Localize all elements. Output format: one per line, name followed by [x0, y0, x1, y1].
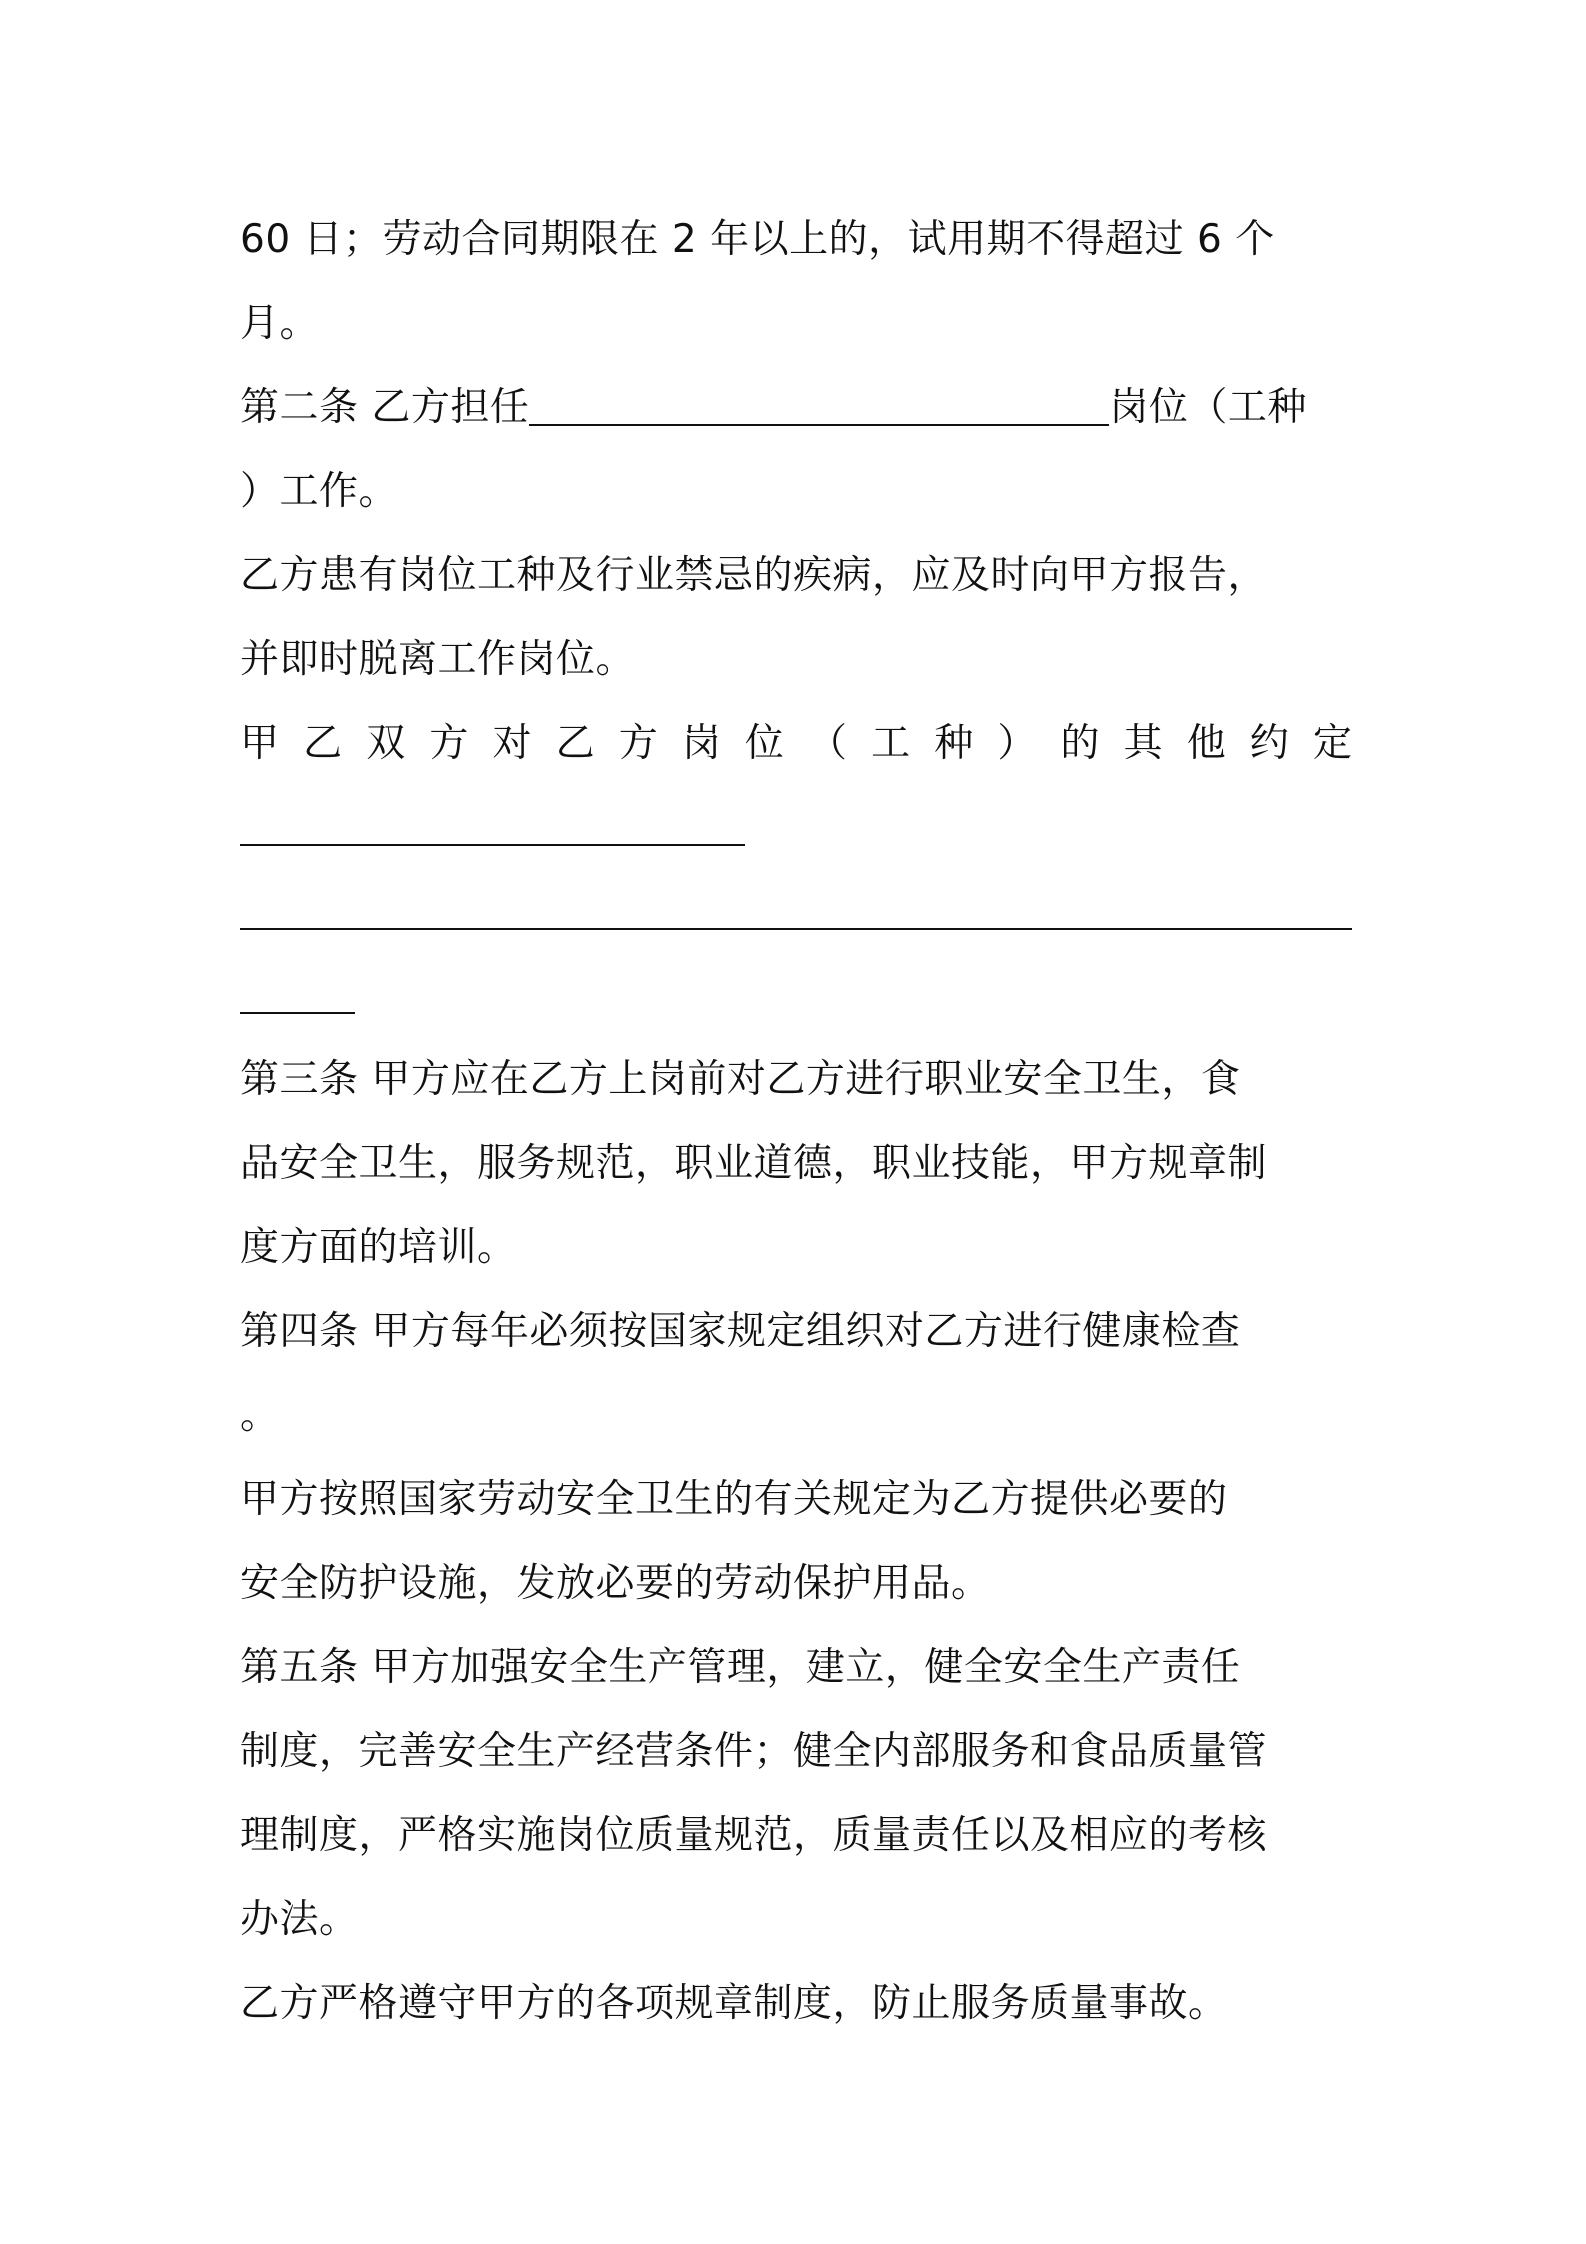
text-line-11: 第三条 甲方应在乙方上岗前对乙方进行职业安全卫生，食 — [240, 1057, 1241, 1102]
text-line-13: 度方面的培训。 — [240, 1225, 517, 1270]
blank-line-1 — [240, 786, 1356, 870]
text-line-19: 制度，完善安全生产经营条件；健全内部服务和食品质量管 — [240, 1729, 1268, 1774]
text-line-4: ）工作。 — [240, 469, 399, 514]
text-line-15: 。 — [240, 1393, 280, 1438]
other-agreement-heading: 甲乙双方对乙方岗位（工种）的其他约定 — [240, 721, 1356, 766]
other-agreement-blank-1[interactable] — [240, 843, 745, 846]
article-2-prefix: 第二条 乙方担任 — [240, 385, 530, 430]
document-page — [240, 198, 1356, 2046]
text-line-22: 乙方严格遵守甲方的各项规章制度，防止服务质量事故。 — [240, 1981, 1228, 2026]
blank-line-2 — [240, 870, 1356, 954]
text-line-5: 乙方患有岗位工种及行业禁忌的疾病，应及时向甲方报告， — [240, 553, 1268, 598]
other-agreement-blank-3[interactable] — [240, 1011, 355, 1014]
text-line-1: 60 日；劳动合同期限在 2 年以上的，试用期不得超过 6 个 — [240, 217, 1275, 262]
blank-line-3 — [240, 954, 1356, 1038]
text-line-2: 月。 — [240, 301, 320, 346]
text-line-16: 甲方按照国家劳动安全卫生的有关规定为乙方提供必要的 — [240, 1477, 1228, 1522]
other-agreement-blank-2[interactable] — [240, 927, 1352, 930]
text-line-12: 品安全卫生，服务规范，职业道德，职业技能，甲方规章制 — [240, 1141, 1268, 1186]
article-2-line — [240, 366, 1356, 450]
text-line-20: 理制度，严格实施岗位质量规范，质量责任以及相应的考核 — [240, 1813, 1268, 1858]
text-line-18: 第五条 甲方加强安全生产管理，建立，健全安全生产责任 — [240, 1645, 1241, 1690]
position-blank-field[interactable] — [529, 423, 1109, 426]
text-line-6: 并即时脱离工作岗位。 — [240, 637, 636, 682]
text-line-14: 第四条 甲方每年必须按国家规定组织对乙方进行健康检查 — [240, 1309, 1241, 1354]
text-line-21: 办法。 — [240, 1897, 359, 1942]
text-line-17: 安全防护设施，发放必要的劳动保护用品。 — [240, 1561, 991, 1606]
article-2-suffix: 岗位（工种 — [1109, 385, 1307, 430]
